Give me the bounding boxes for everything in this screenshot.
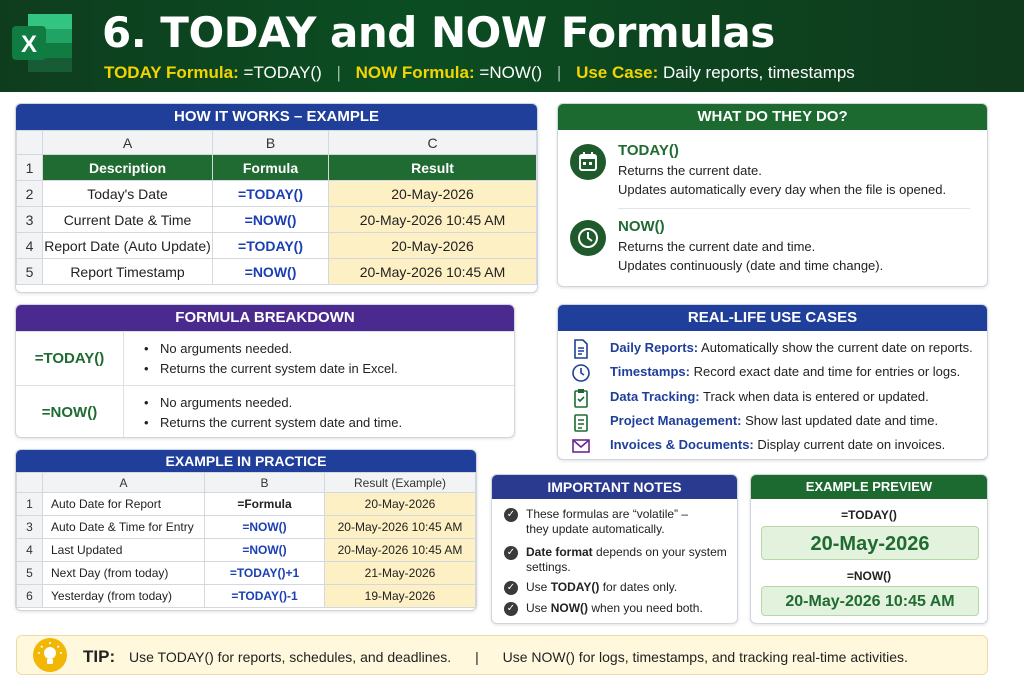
use-case-name: Data Tracking: [610, 389, 700, 404]
description-cell: Auto Date & Time for Entry [43, 516, 205, 539]
formula-cell: =Formula [205, 493, 325, 516]
tip-label: TIP: [83, 647, 116, 666]
description-cell: Current Date & Time [43, 207, 213, 233]
description-cell: Report Date (Auto Update) [43, 233, 213, 259]
result-cell: 20-May-2026 10:45 AM [325, 539, 476, 562]
formula-cell: =TODAY()+1 [205, 562, 325, 585]
bullet-item: • No arguments needed. [144, 393, 402, 413]
row-number: 2 [17, 181, 43, 207]
description-cell: Yesterday (from today) [43, 585, 205, 608]
formula-cell: =TODAY() [213, 181, 329, 207]
preview-today-value: 20-May-2026 [761, 526, 979, 560]
important-notes-card: IMPORTANT NOTES ✓ These formulas are “volatile” – they update automatically. ✓ Date format depends on your system settings. ✓ Use TODAY() for dates only. ✓ Use NOW() when you need both. [491, 474, 738, 624]
excel-logo-icon [10, 10, 76, 76]
formula-cell: =TODAY()-1 [205, 585, 325, 608]
column-result-header: Result (Example) [325, 473, 476, 493]
use-case-item [570, 360, 960, 384]
formula-cell: =NOW() [205, 516, 325, 539]
description-cell: Last Updated [43, 539, 205, 562]
check-icon: ✓ [504, 508, 518, 522]
row-number: 1 [17, 493, 43, 516]
preview-today-label: =TODAY() [841, 508, 897, 522]
result-cell: 20-May-2026 10:45 AM [329, 207, 537, 233]
result-cell: 20-May-2026 [325, 493, 476, 516]
breakdown-row [16, 385, 514, 438]
document-icon [570, 338, 592, 360]
column-a-header: A [43, 131, 213, 155]
preview-now-label: =NOW() [846, 569, 892, 583]
calendar-icon [570, 144, 606, 180]
how-it-works-table [16, 130, 537, 285]
how-it-works-card [15, 103, 538, 293]
table-row [17, 539, 476, 562]
table-row [17, 233, 537, 259]
description-cell: Next Day (from today) [43, 562, 205, 585]
important-notes-title: IMPORTANT NOTES [492, 475, 737, 499]
lightbulb-icon [33, 638, 67, 672]
formula-cell: =NOW() [213, 207, 329, 233]
header-subline [104, 63, 855, 83]
table-row [17, 181, 537, 207]
use-case-desc: Display current date on invoices. [757, 437, 946, 452]
tip-separator: | [475, 649, 479, 665]
use-case-label: Use Case: [576, 63, 659, 82]
use-case-item [570, 336, 973, 360]
now-function-name: NOW() [618, 218, 665, 235]
now-description-line: Updates continuously (date and time change). [618, 258, 884, 273]
logo-letter: X [20, 31, 38, 58]
divider [618, 208, 970, 209]
row-number: 1 [17, 155, 43, 181]
check-icon: ✓ [504, 546, 518, 560]
use-cases-title: REAL-LIFE USE CASES [558, 305, 987, 331]
preview-now-value: 20-May-2026 10:45 AM [761, 586, 979, 616]
now-formula-label: NOW Formula: [355, 63, 475, 82]
now-formula-value: =NOW() [479, 63, 543, 82]
clock-icon [570, 220, 606, 256]
bullet-item: • Returns the current system date and time. [144, 413, 402, 433]
example-in-practice-title: EXAMPLE IN PRACTICE [16, 450, 476, 472]
result-cell: 19-May-2026 [325, 585, 476, 608]
use-cases-card [557, 304, 988, 460]
table-row [17, 155, 537, 181]
now-description-line: Returns the current date and time. [618, 239, 816, 254]
table-row [17, 493, 476, 516]
header-banner [0, 0, 1024, 92]
how-it-works-title: HOW IT WORKS – EXAMPLE [16, 104, 537, 130]
breakdown-formula: =NOW() [16, 386, 124, 438]
result-cell: 20-May-2026 [329, 181, 537, 207]
checklist-icon [570, 411, 592, 433]
today-description-line: Updates automatically every day when the file is opened. [618, 182, 947, 197]
example-in-practice-card [15, 449, 477, 611]
column-c-header: C [329, 131, 537, 155]
today-formula-label: TODAY Formula: [104, 63, 239, 82]
formula-breakdown-title: FORMULA BREAKDOWN [16, 305, 514, 331]
column-a-header: A [43, 473, 205, 493]
today-description-line: Returns the current date. [618, 163, 762, 178]
row-number: 4 [17, 233, 43, 259]
description-cell: Today's Date [43, 181, 213, 207]
row-number: 5 [17, 562, 43, 585]
formula-cell: =NOW() [205, 539, 325, 562]
breakdown-bullets [144, 339, 398, 379]
today-formula-value: =TODAY() [243, 63, 322, 82]
description-cell: Auto Date for Report [43, 493, 205, 516]
column-header-row [17, 131, 537, 155]
bullet-item: • Returns the current system date in Excel. [144, 359, 398, 379]
corner-cell [17, 131, 43, 155]
use-case-desc: Track when data is entered or updated. [702, 389, 929, 404]
table-row [17, 585, 476, 608]
envelope-icon [570, 435, 592, 457]
use-case-name: Daily Reports: [610, 340, 699, 355]
table-row [17, 516, 476, 539]
header-description: Description [43, 155, 213, 181]
check-icon: ✓ [504, 581, 518, 595]
separator: | [556, 63, 562, 82]
header-result: Result [329, 155, 537, 181]
tip-now: Use NOW() for logs, timestamps, and tracking real-time activities. [502, 649, 908, 665]
what-do-they-do-card [557, 103, 988, 287]
use-case-desc: Automatically show the current date on reports. [701, 340, 973, 355]
result-cell: 21-May-2026 [325, 562, 476, 585]
corner-cell [17, 473, 43, 493]
result-cell: 20-May-2026 10:45 AM [329, 259, 537, 285]
tip-text [83, 647, 908, 667]
separator: | [336, 63, 341, 82]
formula-cell: =NOW() [213, 259, 329, 285]
use-case-desc: Show last updated date and time. [745, 413, 939, 428]
table-row [17, 259, 537, 285]
use-case-name: Project Management: [610, 413, 742, 428]
formula-cell: =TODAY() [213, 233, 329, 259]
description-cell: Report Timestamp [43, 259, 213, 285]
use-case-value: Daily reports, timestamps [663, 63, 855, 82]
page-title: 6. TODAY and NOW Formulas [102, 8, 775, 57]
example-preview-card [750, 474, 988, 624]
row-number: 4 [17, 539, 43, 562]
result-cell: 20-May-2026 [329, 233, 537, 259]
table-row [17, 207, 537, 233]
breakdown-formula: =TODAY() [16, 332, 124, 386]
column-b-header: B [213, 131, 329, 155]
breakdown-row [16, 331, 514, 385]
breakdown-bullets [144, 393, 402, 433]
row-number: 6 [17, 585, 43, 608]
result-cell: 20-May-2026 10:45 AM [325, 516, 476, 539]
what-do-they-do-title: WHAT DO THEY DO? [558, 104, 987, 130]
clock-icon [570, 362, 592, 384]
use-case-desc: Record exact date and time for entries or logs. [693, 364, 961, 379]
clipboard-icon [570, 387, 592, 409]
use-case-item [570, 385, 929, 409]
tip-banner [16, 635, 988, 675]
check-icon: ✓ [504, 602, 518, 616]
row-number: 3 [17, 207, 43, 233]
practice-table [16, 472, 476, 608]
header-formula: Formula [213, 155, 329, 181]
use-case-name: Invoices & Documents: [610, 437, 754, 452]
use-case-item [570, 409, 938, 433]
column-header-row [17, 473, 476, 493]
today-function-name: TODAY() [618, 142, 679, 159]
use-case-item [570, 433, 945, 457]
row-number: 3 [17, 516, 43, 539]
example-preview-title: EXAMPLE PREVIEW [751, 475, 987, 499]
tip-today: Use TODAY() for reports, schedules, and deadlines. [129, 649, 452, 665]
table-row [17, 562, 476, 585]
row-number: 5 [17, 259, 43, 285]
bullet-item: • No arguments needed. [144, 339, 398, 359]
formula-breakdown-card [15, 304, 515, 438]
use-case-name: Timestamps: [610, 364, 690, 379]
column-b-header: B [205, 473, 325, 493]
